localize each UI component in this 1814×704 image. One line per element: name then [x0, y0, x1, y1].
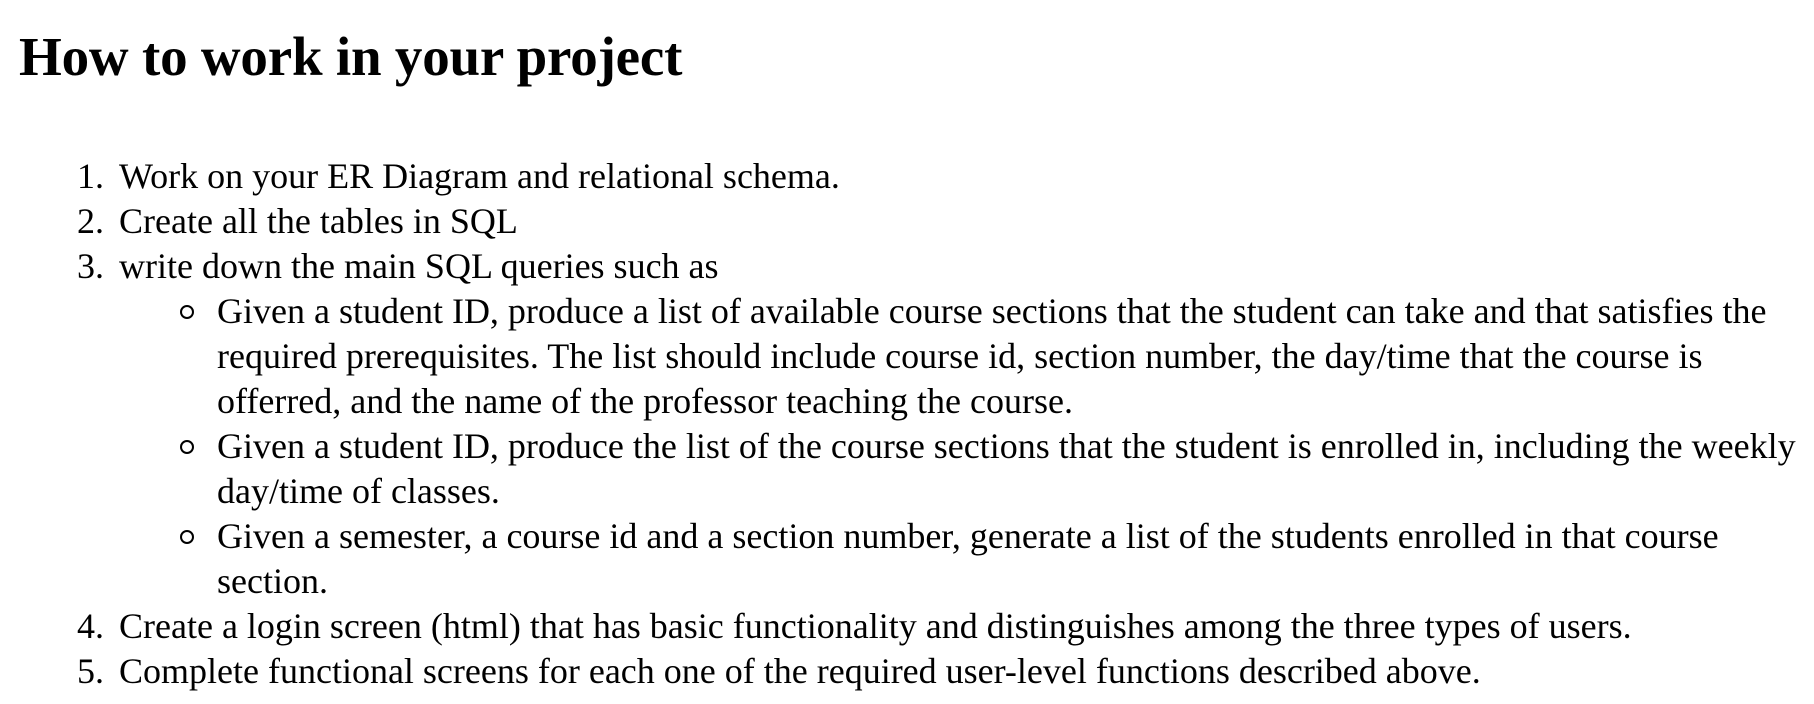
- query-sublist: [119, 289, 1814, 604]
- step-number: 1.: [77, 156, 104, 196]
- step-item-1: [19, 154, 1814, 199]
- step-item-3: [19, 244, 1814, 604]
- step-text: Complete functional screens for each one of the required user-level functions described above.: [119, 651, 1481, 691]
- step-text: Work on your ER Diagram and relational schema.: [119, 156, 840, 196]
- step-text: write down the main SQL queries such as: [119, 246, 719, 286]
- page-title: How to work in your project: [19, 26, 683, 87]
- circle-bullet-icon: [180, 305, 194, 319]
- sub-item-2: [119, 424, 1797, 514]
- step-item-5: [19, 649, 1814, 694]
- step-item-2: [19, 199, 1814, 244]
- step-number: 5.: [77, 651, 104, 691]
- step-item-4: [19, 604, 1814, 649]
- step-number: 3.: [77, 246, 104, 286]
- step-text: Create all the tables in SQL: [119, 201, 518, 241]
- sub-item-text: Given a semester, a course id and a section number, generate a list of the students enrolled in that course section.: [217, 516, 1719, 601]
- step-number: 2.: [77, 201, 104, 241]
- step-text: Create a login screen (html) that has basic functionality and distinguishes among the three types of users.: [119, 606, 1632, 646]
- step-number: 4.: [77, 606, 104, 646]
- sub-item-text: Given a student ID, produce a list of available course sections that the student can take and that satisfies the required prerequisites. The list should include course id, section number, the day/time that the course is offerred, and the name of the professor teaching the course.: [217, 291, 1767, 421]
- circle-bullet-icon: [180, 440, 194, 454]
- circle-bullet-icon: [180, 530, 194, 544]
- sub-item-1: [119, 289, 1797, 424]
- steps-list: [19, 154, 1814, 694]
- sub-item-text: Given a student ID, produce the list of the course sections that the student is enrolled in, including the weekly day/time of classes.: [217, 426, 1796, 511]
- sub-item-3: [119, 514, 1797, 604]
